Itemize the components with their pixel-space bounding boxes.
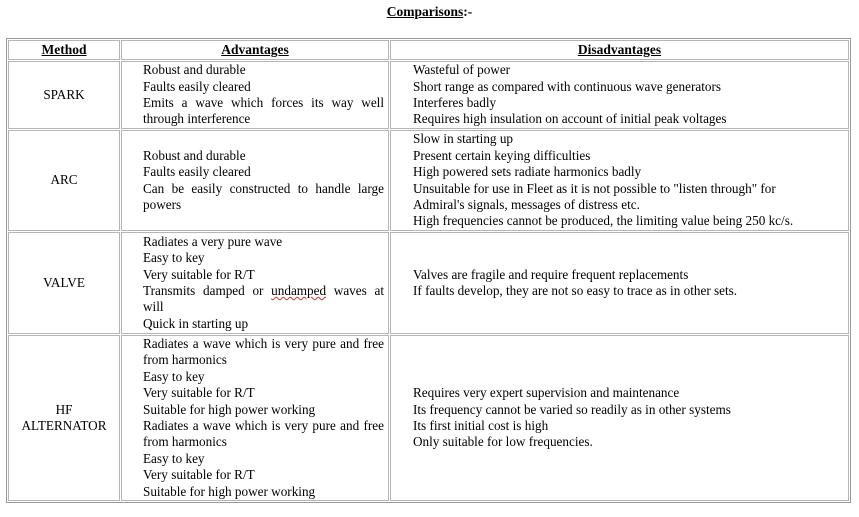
advantage-item: Easy to key	[143, 250, 205, 266]
disadvantages-cell	[390, 232, 849, 334]
advantages-column-header: Advantages	[121, 40, 389, 60]
advantage-item: Radiates a wave which is very pure and free from harmonics	[143, 336, 384, 368]
advantage-item: Suitable for high power working	[143, 401, 316, 417]
disadvantage-item: Slow in starting up	[413, 131, 514, 147]
advantage-item: Emits a wave which forces its way well through interference	[143, 95, 384, 127]
advantage-item: Robust and durable	[143, 147, 246, 163]
advantage-item: Suitable for high power working	[143, 483, 316, 499]
advantage-item: Radiates a very pure wave	[143, 233, 283, 249]
disadvantages-cell	[390, 61, 849, 129]
method-cell	[8, 61, 120, 129]
disadvantage-item: Only suitable for low frequencies.	[413, 434, 593, 450]
method-column-header: Method	[8, 40, 120, 60]
method-cell	[8, 335, 120, 501]
disadvantages-cell	[390, 335, 849, 501]
method-cell	[8, 232, 120, 334]
disadvantage-item: Its first initial cost is high	[413, 418, 549, 434]
disadvantages-cell	[390, 130, 849, 231]
disadvantage-item: Wasteful of power	[413, 62, 511, 78]
header-row	[8, 40, 849, 60]
method-name: ALTERNATOR	[21, 418, 107, 434]
disadvantage-item: Present certain keying difficulties	[413, 147, 591, 163]
disadvantage-item: Requires very expert supervision and maintenance	[413, 385, 680, 401]
advantages-cell	[121, 130, 389, 231]
advantage-item: Faults easily cleared	[143, 164, 251, 180]
disadvantage-item: Requires high insulation on account of initial peak voltages	[413, 111, 727, 127]
advantage-item: Robust and durable	[143, 62, 246, 78]
table-row-hf-alternator	[8, 335, 849, 501]
disadvantage-item: If faults develop, they are not so easy to trace as in other sets.	[413, 283, 738, 298]
method-name: HF	[55, 401, 73, 417]
spellcheck-word: undamped	[271, 283, 327, 298]
disadvantage-item: Interferes badly	[413, 95, 497, 110]
advantage-item: Radiates a wave which is very pure and free from harmonics	[143, 418, 384, 450]
disadvantage-item: High frequencies cannot be produced, the limiting value being 250 kc/s.	[413, 213, 794, 229]
advantage-item: Transmits damped or undamped waves at will	[143, 283, 384, 315]
advantage-item: Very suitable for R/T	[143, 266, 255, 282]
disadvantages-column-header: Disadvantages	[390, 40, 849, 60]
comparisons-table	[6, 38, 851, 503]
disadvantage-item: Valves are fragile and require frequent replacements	[413, 266, 689, 282]
disadvantage-item: Short range as compared with continuous wave generators	[413, 78, 721, 94]
page-title-text: Comparisons	[386, 4, 464, 19]
method-cell	[8, 130, 120, 231]
disadvantage-item: High powered sets radiate harmonics badly	[413, 164, 642, 180]
advantage-item: Very suitable for R/T	[143, 385, 255, 401]
advantage-item: Quick in starting up	[143, 315, 249, 331]
page-title	[0, 4, 859, 20]
table-row-spark	[8, 61, 849, 129]
advantage-item: Easy to key	[143, 450, 205, 466]
advantages-cell	[121, 335, 389, 501]
advantages-cell	[121, 232, 389, 334]
method-name: SPARK	[43, 86, 85, 102]
advantage-item: Can be easily constructed to handle large powers	[143, 180, 384, 212]
method-name: ARC	[50, 172, 78, 188]
disadvantage-item: Its frequency cannot be varied so readily as in other systems	[413, 401, 731, 417]
disadvantage-item: Admiral's signals, messages of distress etc.	[413, 196, 640, 212]
advantage-item: Easy to key	[143, 368, 205, 384]
page-title-suffix: :-	[463, 4, 473, 19]
advantages-cell	[121, 61, 389, 129]
table-row-arc	[8, 130, 849, 231]
table-row-valve	[8, 232, 849, 334]
disadvantage-item: Unsuitable for use in Fleet as it is not possible to "listen through" for	[413, 180, 776, 196]
advantage-item: Very suitable for R/T	[143, 467, 255, 483]
method-name: VALVE	[43, 274, 85, 290]
advantage-item: Faults easily cleared	[143, 78, 251, 94]
